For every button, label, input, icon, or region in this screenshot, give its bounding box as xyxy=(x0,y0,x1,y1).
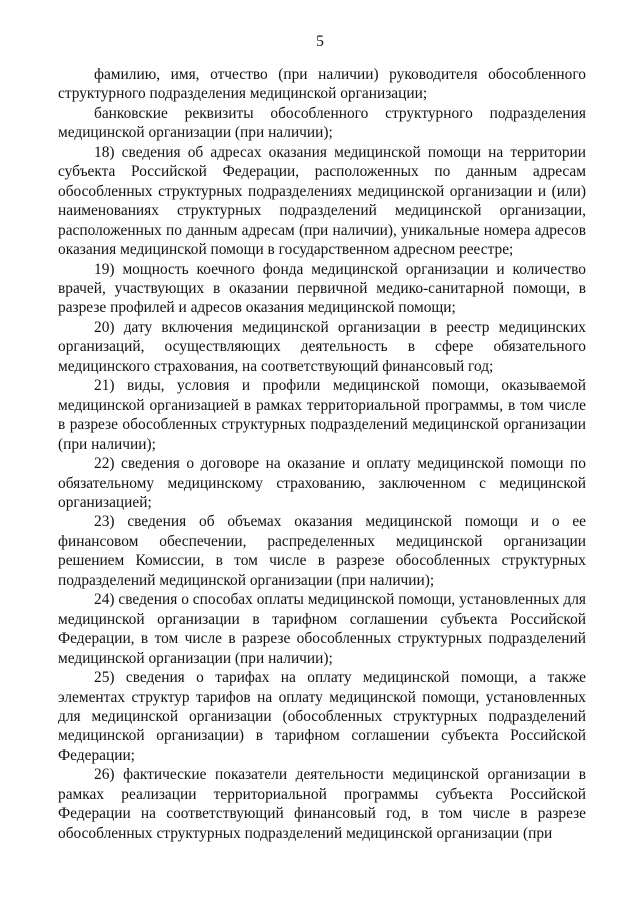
page-number: 5 xyxy=(316,33,324,50)
document-body xyxy=(58,65,586,843)
paragraph: фамилию, имя, отчество (при наличии) руководителя обособленного структурного подразделения медицинской организации; xyxy=(58,66,586,103)
paragraph: 22) сведения о договоре на оказание и оплату медицинской помощи по обязательному медицинскому страхованию, заключенном с медицинской организацией; xyxy=(58,455,586,511)
paragraph: 18) сведения об адресах оказания медицинской помощи на территории субъекта Российской Федерации, расположенных по данным адресам обособленных структурных подразделениях медицинской организации и (или) наименованиях структурных подразделений медицинской организации, расположенных по данным адресам (при наличии), уникальные номера адресов оказания медицинской помощи в государственном адресном реестре; xyxy=(58,143,586,259)
paragraph: 21) виды, условия и профили медицинской помощи, оказываемой медицинской организацией в рамках территориальной программы, в том числе в разрезе обособленных структурных подразделений медицинской организации (при наличии); xyxy=(58,377,586,453)
paragraph: 26) фактические показатели деятельности медицинской организации в рамках реализации территориальной программы субъекта Российской Федерации на соответствующий финансовый год, в том числе в разрезе обособленных структурных подразделений медицинской организации (при xyxy=(58,766,586,842)
paragraph: банковские реквизиты обособленного структурного подразделения медицинской организации (при наличии); xyxy=(58,104,586,142)
paragraph: 19) мощность коечного фонда медицинской организации и количество врачей, участвующих в оказании первичной медико-санитарной помощи, в разрезе профилей и адресов оказания медицинской помощи; xyxy=(58,260,586,317)
paragraph: 24) сведения о способах оплаты медицинской помощи, установленных для медицинской организации в тарифном соглашении субъекта Российской Федерации, в том числе в разрезе обособленных структурных подразделений медицинской организации (при наличии); xyxy=(58,591,586,667)
paragraph: 23) сведения об объемах оказания медицинской помощи и о ее финансовом обеспечении, распределенных медицинской организации решением Комиссии, в том числе в разрезе обособленных структурных подразделений медицинской организации (при наличии); xyxy=(58,513,586,589)
paragraph: 25) сведения о тарифах на оплату медицинской помощи, а также элементах структур тарифов на оплату медицинской помощи, установленных для медицинской организации (обособленных структурных подразделений медицинской организации) в тарифном соглашении субъекта Российской Федерации; xyxy=(58,669,586,764)
paragraph: 20) дату включения медицинской организации в реестр медицинских организаций, осуществляющих деятельность в сфере обязательного медицинского страхования, на соответствующий финансовый год; xyxy=(58,318,586,375)
